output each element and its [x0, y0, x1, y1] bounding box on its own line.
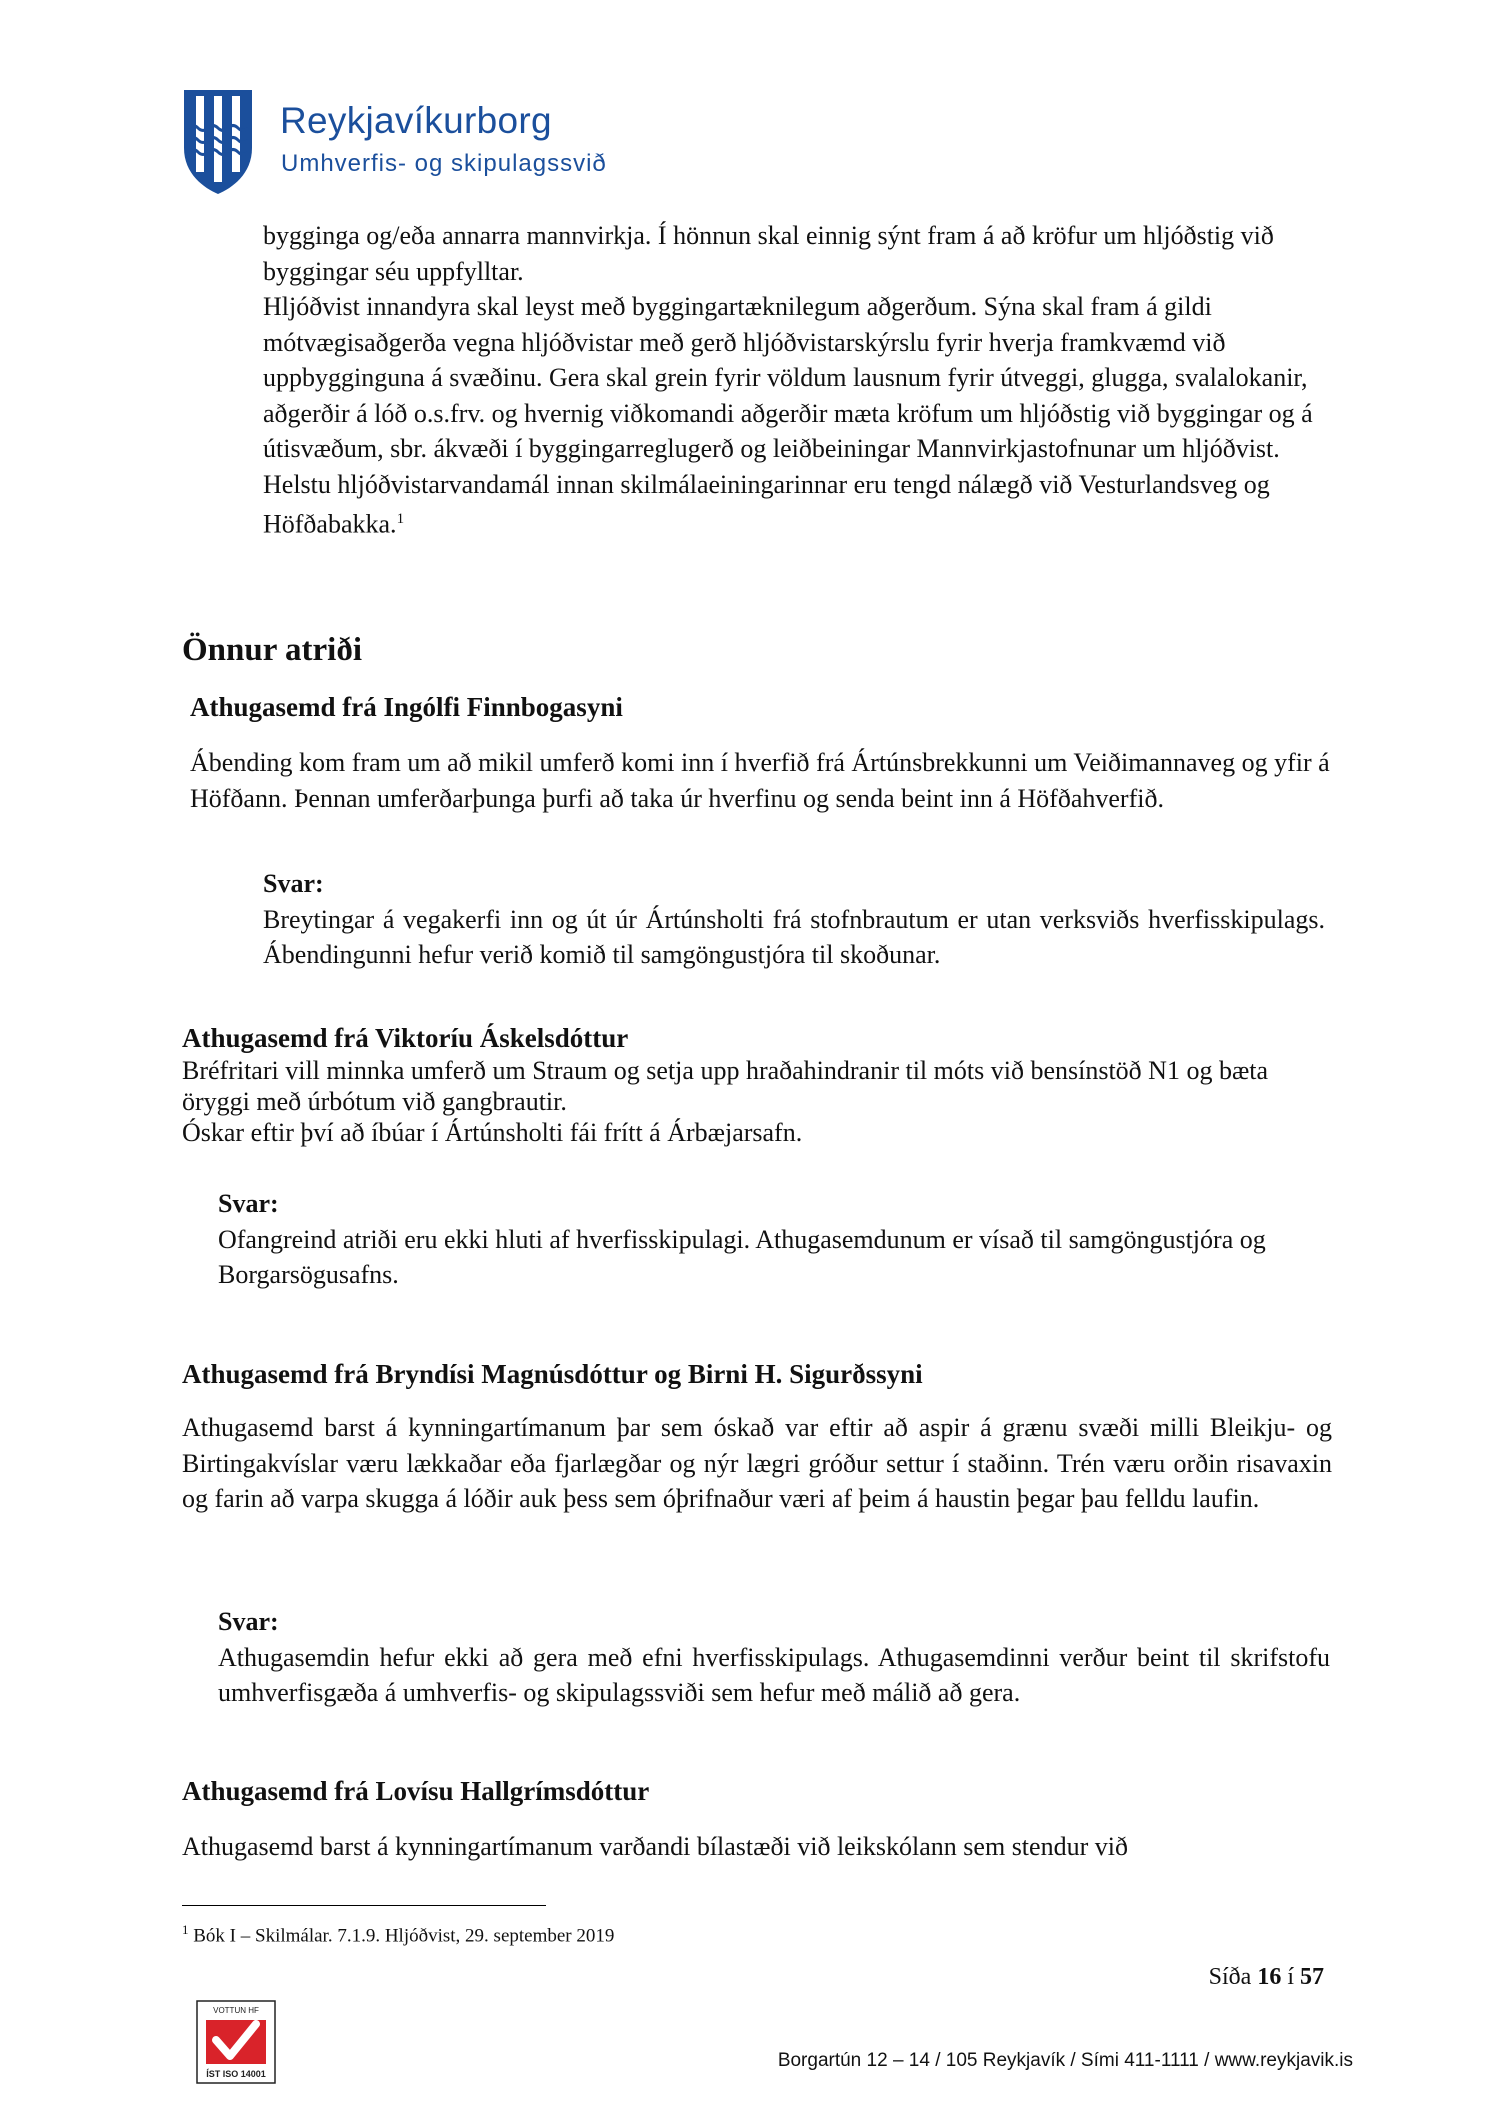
reykjavik-shield-icon: [182, 88, 254, 196]
intro-paragraph-3: [263, 467, 1325, 543]
footnote: [182, 1922, 614, 1947]
answer-label-2: Svar:: [218, 1189, 279, 1218]
intro-block: [263, 218, 1325, 542]
answer-text-2: Ofangreind atriði eru ekki hluti af hverfisskipulagi. Athugasemdunum er vísað til samgöngustjóra og Borgarsögusafns.: [218, 1224, 1266, 1289]
comment-text-2-block: [182, 1055, 1332, 1148]
header-logo: [182, 88, 622, 198]
comment-heading-3: Athugasemd frá Bryndísi Magnúsdóttur og Birni H. Sigurðssyni: [182, 1359, 923, 1389]
answer-block-3: [218, 1604, 1330, 1711]
comment-text-1-block: [190, 745, 1332, 816]
answer-text-3: Athugasemdin hefur ekki að gera með efni hverfisskipulags. Athugasemdinni verður beint til skrifstofu umhverfisgæða á umhverfis- og skipulagssviði sem hefur með málið að gera.: [218, 1642, 1330, 1707]
comment-heading-1: Athugasemd frá Ingólfi Finnbogasyni: [190, 692, 623, 722]
page-prefix: Síða: [1208, 1964, 1252, 1990]
page-total: 57: [1300, 1964, 1324, 1990]
footnote-number: 1: [182, 1922, 189, 1937]
intro-paragraph-2: Hljóðvist innandyra skal leyst með byggingartæknilegum aðgerðum. Sýna skal fram á gildi mótvægisaðgerða vegna hljóðvistar með gerð hljóðvistarskýrslu fyrir hverja framkvæmd við uppbygginguna á svæðinu. Gera skal grein fyrir völdum lausnum fyrir útveggi, glugga, svalalokanir, aðgerðir á lóð o.s.frv. og hvernig viðkomandi aðgerðir mæta kröfum um hljóðstig við byggingar og á útisvæðum, sbr. ákvæði í byggingarreglugerð og leiðbeiningar Mannvirkjastofnunar um hljóðvist.: [263, 292, 1313, 463]
vottun-checkmark-icon: [196, 2000, 276, 2084]
answer-label-1: Svar:: [263, 869, 324, 898]
comment-text-4-block: [182, 1829, 1332, 1865]
org-name: Reykjavíkurborg: [280, 100, 552, 141]
section-title: Önnur atriði: [182, 632, 363, 668]
answer-block-2: [218, 1186, 1330, 1293]
comment-text-3-block: [182, 1410, 1332, 1517]
page-number: [1150, 1964, 1324, 1991]
org-subtitle: Umhverfis- og skipulagssvið: [281, 150, 607, 177]
comment-text-3: Athugasemd barst á kynningartímanum þar sem óskað var eftir að aspir á grænu svæði milli Bleikju- og Birtingakvíslar væru lækkaðar eða fjarlægðar og nýr lægri gróður settur í staðinn. Trén væru orðin risavaxin og farin að varpa skugga á lóðir auk þess sem óþrifnaður væri af þeim á haustin þegar þau felldu laufin.: [182, 1413, 1332, 1513]
answer-block-1: [263, 866, 1325, 973]
page-of: í: [1287, 1964, 1294, 1990]
footer-address: Borgartún 12 – 14 / 105 Reykjavík / Sími 411-1111 / www.reykjavik.is: [777, 2050, 1353, 2071]
answer-text-1: Breytingar á vegakerfi inn og út úr Ártúnsholti frá stofnbrautum er utan verksviðs hverfisskipulags. Ábendingunni hefur verið komið til samgöngustjóra til skoðunar.: [263, 904, 1325, 969]
footnote-divider: [182, 1905, 546, 1906]
cert-top-text: VOTTUN HF: [213, 2006, 259, 2015]
page-current: 16: [1257, 1964, 1282, 1990]
comment-text-2a: Bréfritari vill minnka umferð um Straum og setja upp hraðahindranir til móts við bensínstöð N1 og bæta öryggi með úrbótum við gangbrautir.: [182, 1056, 1269, 1116]
answer-label-3: Svar:: [218, 1607, 279, 1636]
intro-paragraph-3-text: Helstu hljóðvistarvandamál innan skilmálaeiningarinnar eru tengd nálægð við Vesturlandsveg og Höfðabakka.: [263, 469, 1270, 539]
comment-text-2b: Óskar eftir því að íbúar í Ártúnsholti fái frítt á Árbæjarsafn.: [182, 1118, 803, 1147]
cert-bottom-text: ÍST ISO 14001: [206, 2069, 266, 2079]
footnote-text: Bók I – Skilmálar. 7.1.9. Hljóðvist, 29. september 2019: [193, 1925, 615, 1947]
comment-heading-2: Athugasemd frá Viktoríu Áskelsdóttur: [182, 1023, 629, 1053]
comment-text-4: Athugasemd barst á kynningartímanum varðandi bílastæði við leikskólann sem stendur við: [182, 1832, 1128, 1861]
comment-heading-4: Athugasemd frá Lovísu Hallgrímsdóttur: [182, 1776, 650, 1806]
footnote-reference: 1: [396, 511, 405, 527]
comment-text-1: Ábending kom fram um að mikil umferð komi inn í hverfið frá Ártúnsbrekkunni um Veiðimannaveg og yfir á Höfðann. Þennan umferðarþunga þurfi að taka úr hverfinu og senda beint inn á Höfðahverfið.: [190, 748, 1330, 813]
iso-certification-badge: [196, 2000, 276, 2084]
intro-paragraph-1: bygginga og/eða annarra mannvirkja. Í hönnun skal einnig sýnt fram á að kröfur um hljóðstig við byggingar séu uppfylltar.: [263, 221, 1274, 286]
